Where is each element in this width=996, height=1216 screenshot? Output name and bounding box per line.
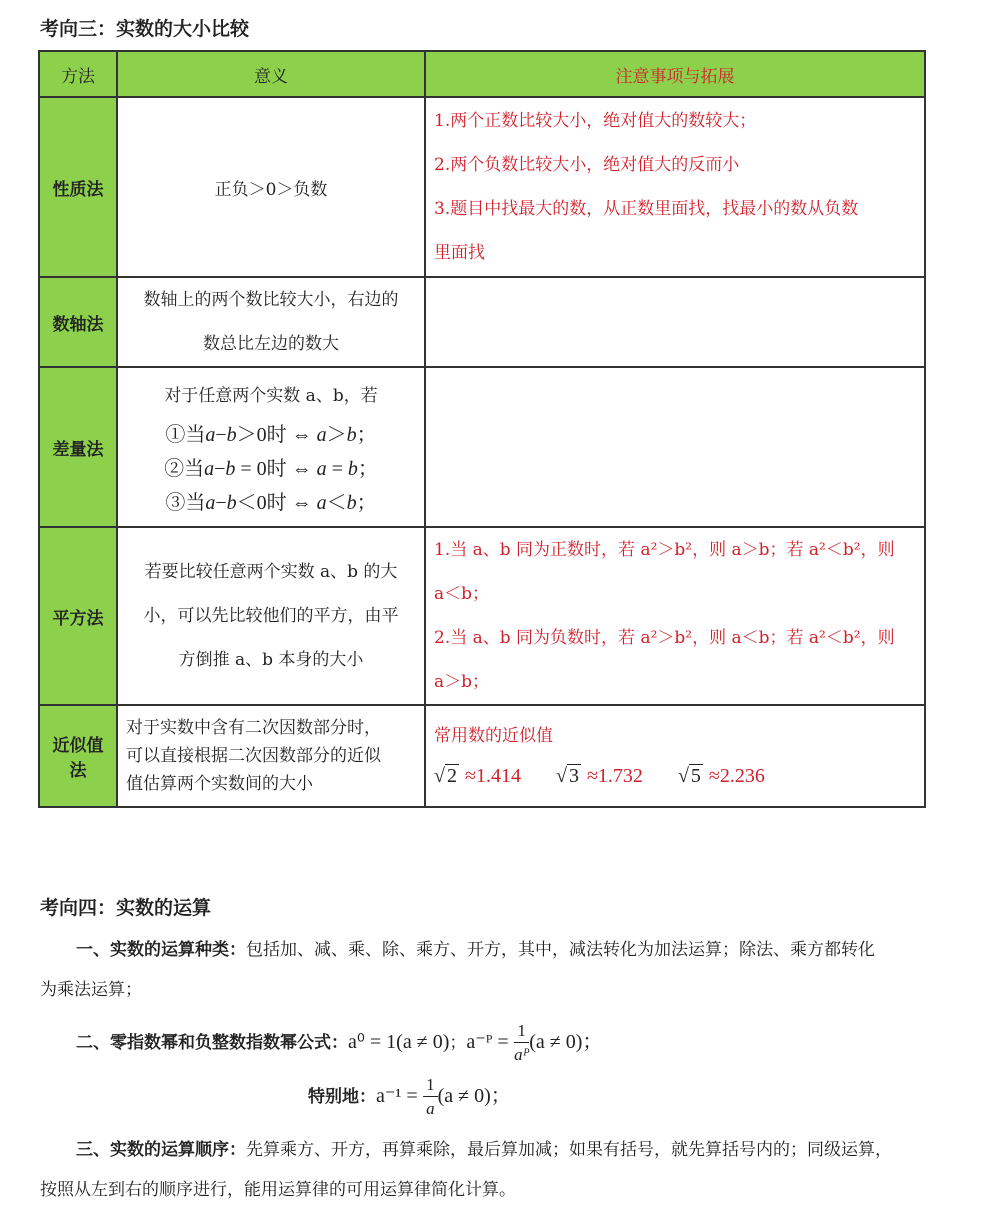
- table-header-row: [39, 51, 925, 97]
- meaning-cell: [117, 277, 425, 367]
- approx-values: √ 2 ≈1.414 √ 3 ≈1.732 √ 5 ≈2.236: [434, 756, 916, 796]
- meaning-line: 数轴上的两个数比较大小，右边的: [143, 290, 399, 310]
- meaning-line: 小，可以先比较他们的平方，由平: [143, 606, 399, 626]
- paragraph-order: 三、实数的运算顺序：先算乘方、开方，再算乘除，最后算加减；如果有括号，就先算括号内的；同级运算， 按照从左到右的顺序进行，能用运算律的可用运算律简化计算。: [40, 1140, 892, 1200]
- paragraph-exponent: 二、零指数幂和负整数指数幂公式：a⁰ = 1(a ≠ 0)；a⁻ᴾ = $\frac{1}{\text{aᴾ}}$ (a ≠ 0)；: [76, 1021, 603, 1064]
- notes-cell: [425, 277, 925, 367]
- meaning-cell: [117, 705, 425, 807]
- note-line: 1.两个正数比较大小，绝对值大的数较大；: [434, 111, 757, 131]
- meaning-cell: 正负＞0＞负数: [117, 97, 425, 277]
- meaning-line: 值估算两个实数间的大小: [126, 774, 313, 794]
- meaning-intro: 对于任意两个实数 a、b，若: [164, 386, 378, 406]
- header-method: 方法: [39, 51, 117, 97]
- table-row: [39, 527, 925, 705]
- section-title: 考向四：实数的运算: [40, 897, 212, 919]
- method-cell: 数轴法: [39, 277, 117, 367]
- approx-item: √ 2: [434, 765, 457, 787]
- condition-line-2: ②当a−b = 0时 ⇔ a = b；: [164, 458, 378, 480]
- note-line: 1.当 a、b 同为正数时，若 a²＞b²，则 a＞b；若 a²＜b²，则: [434, 540, 895, 560]
- method-cell: 近似值 法: [39, 705, 117, 807]
- header-notes: 注意事项与拓展: [425, 51, 925, 97]
- condition-line-1: ①当a−b＞0时 ⇔ a＞b；: [165, 424, 377, 446]
- table-row: [39, 97, 925, 277]
- condition-line-3: ③当a−b＜0时 ⇔ a＜b；: [165, 492, 377, 514]
- table-row: [39, 367, 925, 527]
- note-line: a＞b；: [434, 672, 490, 692]
- meaning-line: 数总比左边的数大: [203, 334, 339, 354]
- method-cell: 平方法: [39, 527, 117, 705]
- paragraph-special: 特别地：a⁻¹ = $\frac{1}{a}$ (a ≠ 0)；: [308, 1075, 511, 1118]
- notes-cell: [425, 527, 925, 705]
- approx-item: √ 5: [677, 765, 701, 787]
- note-line: 2.当 a、b 同为负数时，若 a²＞b²，则 a＜b；若 a²＜b²，则: [434, 628, 895, 648]
- table-row: [39, 705, 925, 807]
- header-meaning: 意义: [117, 51, 425, 97]
- method-cell: 差量法: [39, 367, 117, 527]
- note-line: 里面找: [434, 243, 485, 263]
- meaning-line: 若要比较任意两个实数 a、b 的大: [144, 562, 398, 582]
- meaning-line: 方倒推 a、b 本身的大小: [178, 650, 364, 670]
- note-line: 2.两个负数比较大小，绝对值大的反而小: [434, 155, 740, 175]
- meaning-line: 可以直接根据二次因数部分的近似: [126, 746, 381, 766]
- note-line: a＜b；: [434, 584, 490, 604]
- paragraph-operations: 一、实数的运算种类：包括加、减、乘、除、乘方、开方，其中，减法转化为加法运算；除法、乘方都转化 为乘法运算；: [40, 940, 875, 1000]
- notes-cell: [425, 705, 925, 807]
- approx-item: √ 3: [555, 765, 579, 787]
- meaning-line: 对于实数中含有二次因数部分时，: [126, 718, 381, 738]
- method-cell: 性质法: [39, 97, 117, 277]
- section-title: 考向三：实数的大小比较: [40, 18, 250, 40]
- note-line: 3.题目中找最大的数，从正数里面找，找最小的数从负数: [434, 199, 859, 219]
- table-row: [39, 277, 925, 367]
- notes-cell: [425, 367, 925, 527]
- meaning-cell: [117, 527, 425, 705]
- comparison-table: [38, 50, 926, 808]
- meaning-cell: [117, 367, 425, 527]
- note-title: 常用数的近似值: [434, 726, 553, 746]
- notes-cell: [425, 97, 925, 277]
